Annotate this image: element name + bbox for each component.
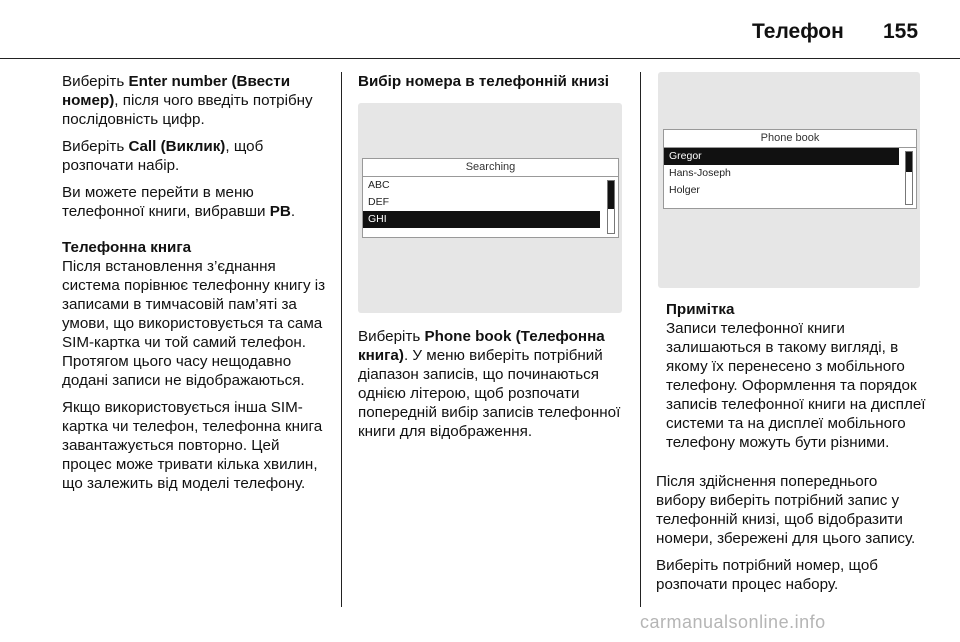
column-2-text xyxy=(358,327,633,449)
section-heading-phonebook: Телефонна книга xyxy=(62,239,192,256)
page-header-title: Телефон xyxy=(752,20,844,43)
menu-item-enter-number: Enter number (Ввести номер) xyxy=(62,73,291,109)
menu-item-phonebook: Phone book (Телефонна книга) xyxy=(358,328,605,364)
screen-scrollbar xyxy=(905,151,913,205)
screen-list-item: Hans-Joseph xyxy=(669,167,731,179)
paragraph-call: Виберіть Call (Виклик), щоб розпочати набір. xyxy=(62,138,264,174)
screen-list-item-selected: Gregor xyxy=(664,148,899,165)
screen-list-item: Holger xyxy=(669,184,700,196)
paragraph-pb: Ви можете перейти в меню телефонної книги, вибравши PB. xyxy=(62,184,296,220)
note-text: Записи телефонної книги залишаються в такому вигляді, в якому їх перенесено з мобільного телефону. Оформлення та порядок записів телефонної книги на дисплеї системи та на дисплеї мобільного телефону можуть бути різними. xyxy=(666,320,926,451)
watermark: carmanualsonline.info xyxy=(640,612,826,632)
column-1 xyxy=(62,72,330,501)
screen-list-item: ABC xyxy=(368,179,390,191)
menu-item-call: Call (Виклик) xyxy=(128,138,226,155)
header-divider xyxy=(0,58,960,59)
column-divider-1 xyxy=(341,72,342,607)
menu-item-pb: PB xyxy=(269,203,291,220)
screen-searching xyxy=(358,103,622,313)
screen-scrollbar xyxy=(607,180,615,234)
paragraph-select-entry: Після здійснення попереднього вибору виберіть потрібний запис у телефонній книзі, щоб відобразити номери, збережені для цього запису. xyxy=(656,473,916,547)
screen-title-phone-book: Phone book xyxy=(664,130,916,148)
paragraph-phonebook-select: Виберіть Phone book (Телефонна книга). У меню виберіть потрібний діапазон записів, що починаються однією літерою, щоб розпочати попередній вибір записів телефонної книги для відображення. xyxy=(358,328,621,440)
screen-list-item-selected: GHI xyxy=(363,211,600,228)
screen-phone-book xyxy=(658,72,920,288)
screen-title-searching: Searching xyxy=(363,159,618,177)
note-block xyxy=(666,300,926,452)
paragraph-select-number: Виберіть потрібний номер, щоб розпочати процес набору. xyxy=(656,557,878,593)
screen-list-item: DEF xyxy=(368,196,389,208)
column-2-heading: Вибір номера в телефонній книзі xyxy=(358,73,609,90)
note-title: Примітка xyxy=(666,301,735,318)
column-3-text xyxy=(656,472,928,602)
paragraph-sim-change: Якщо використовується інша SIM-картка чи телефон, телефонна книга завантажується повторно. Цей процес може тривати кілька хвилин, що залежить від моделі телефону. xyxy=(62,399,323,492)
column-divider-2 xyxy=(640,72,641,607)
page-number: 155 xyxy=(883,20,919,43)
paragraph-phonebook-sync: Телефонна книга Після встановлення з’єднання система порівнює телефонну книгу із записами в тимчасовій пам’яті за умови, що використовується та сама SIM-картка чи той самий телефон. Протягом цього часу нещодавно додані записи не відображаються. xyxy=(62,238,330,390)
paragraph-enter-number: Виберіть Enter number (Ввести номер), після чого введіть потрібну послідовність цифр. xyxy=(62,73,313,128)
